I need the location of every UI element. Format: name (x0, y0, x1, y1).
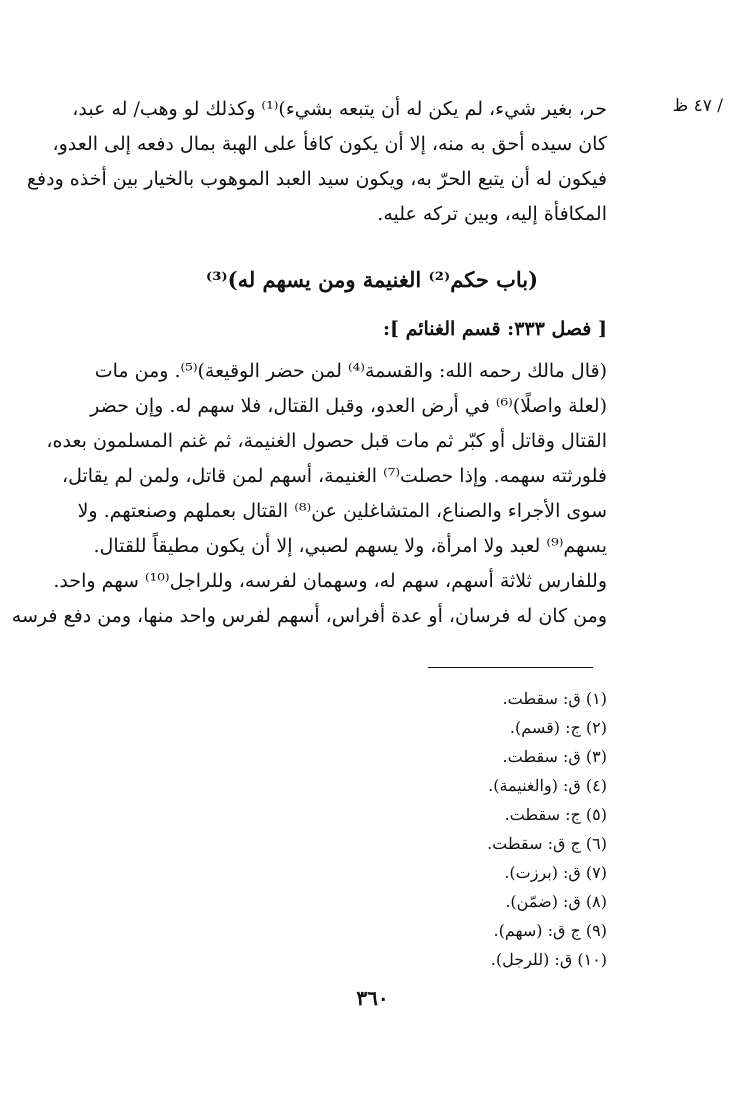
intro-line: فيكون له أن يتبع الحرّ به، ويكون سيد العبد الموهوب بالخيار بين أخذه ودفع (26, 168, 607, 190)
footnote: (٥) ج: سقطت. (504, 805, 607, 824)
chapter-title: (باب حكم⁽²⁾ الغنيمة ومن يسهم له)⁽³⁾ (205, 267, 539, 292)
intro-line: كان سيده أحق به منه، إلا أن يكون كافأ على الهبة بمال دفعه إلى العدو، (52, 133, 607, 155)
footnote: (٦) ج ق: سقطت. (487, 834, 607, 853)
body-line: القتال وقاتل أو كبّر ثم مات قبل حصول الغنيمة، ثم غنم المسلمون بعده، (46, 430, 607, 452)
footnote: (١٠) ق: (للرجل). (490, 950, 607, 969)
margin-manuscript-note: / ٤٧ ظ (672, 96, 723, 116)
page-number: ٣٦٠ (356, 986, 389, 1010)
body-line: (لعلة واصلًا)⁽⁶⁾ في أرض العدو، وقبل القتال، فلا سهم له. وإن حضر (90, 395, 607, 417)
footnote: (٨) ق: (ضمّن). (505, 892, 607, 911)
footnote: (١) ق: سقطت. (502, 689, 607, 708)
body-line: ومن كان له فرسان، أو عدة أفراس، أسهم لفرس واحد منها، ومن دفع فرسه (11, 605, 607, 627)
body-line: فلورثته سهمه. وإذا حصلت⁽⁷⁾ الغنيمة، أسهم لمن قاتل، ولمن لم يقاتل، (61, 465, 607, 487)
footnotes-list (307, 684, 607, 974)
body-line: سوى الأجراء والصناع، المتشاغلين عن⁽⁸⁾ القتال بعملهم وصنعتهم. ولا (77, 500, 607, 522)
intro-paragraph (26, 92, 607, 232)
footnote: (٧) ق: (برزت). (504, 863, 607, 882)
footnote: (٤) ق: (والغنيمة). (488, 776, 607, 795)
body-line: يسهم⁽⁹⁾ لعبد ولا امرأة، ولا يسهم لصبي، إلا أن يكون مطيقاً للقتال. (93, 535, 607, 557)
footnote-separator (428, 667, 593, 668)
footnote: (٣) ق: سقطت. (502, 747, 607, 766)
footnote: (٢) ج: (قسم). (509, 718, 607, 737)
body-line: (قال مالك رحمه الله: والقسمة⁽⁴⁾ لمن حضر الوقيعة)⁽⁵⁾. ومن مات (94, 360, 607, 382)
footnote: (٩) ج ق: (سهم). (493, 921, 607, 940)
section-heading: [ فصل ٣٣٣: قسم الغنائم ]: (382, 318, 607, 340)
intro-line: المكافأة إليه، وبين تركه عليه. (377, 203, 607, 225)
body-line: وللفارس ثلاثة أسهم، سهم له، وسهمان لفرسه، وللراجل⁽¹⁰⁾ سهم واحد. (53, 570, 607, 592)
intro-line: حر، بغير شيء، لم يكن له أن يتبعه بشيء)⁽¹⁾ وكذلك لو وهب/ له عبد، (72, 98, 607, 120)
body-paragraph (11, 354, 607, 634)
